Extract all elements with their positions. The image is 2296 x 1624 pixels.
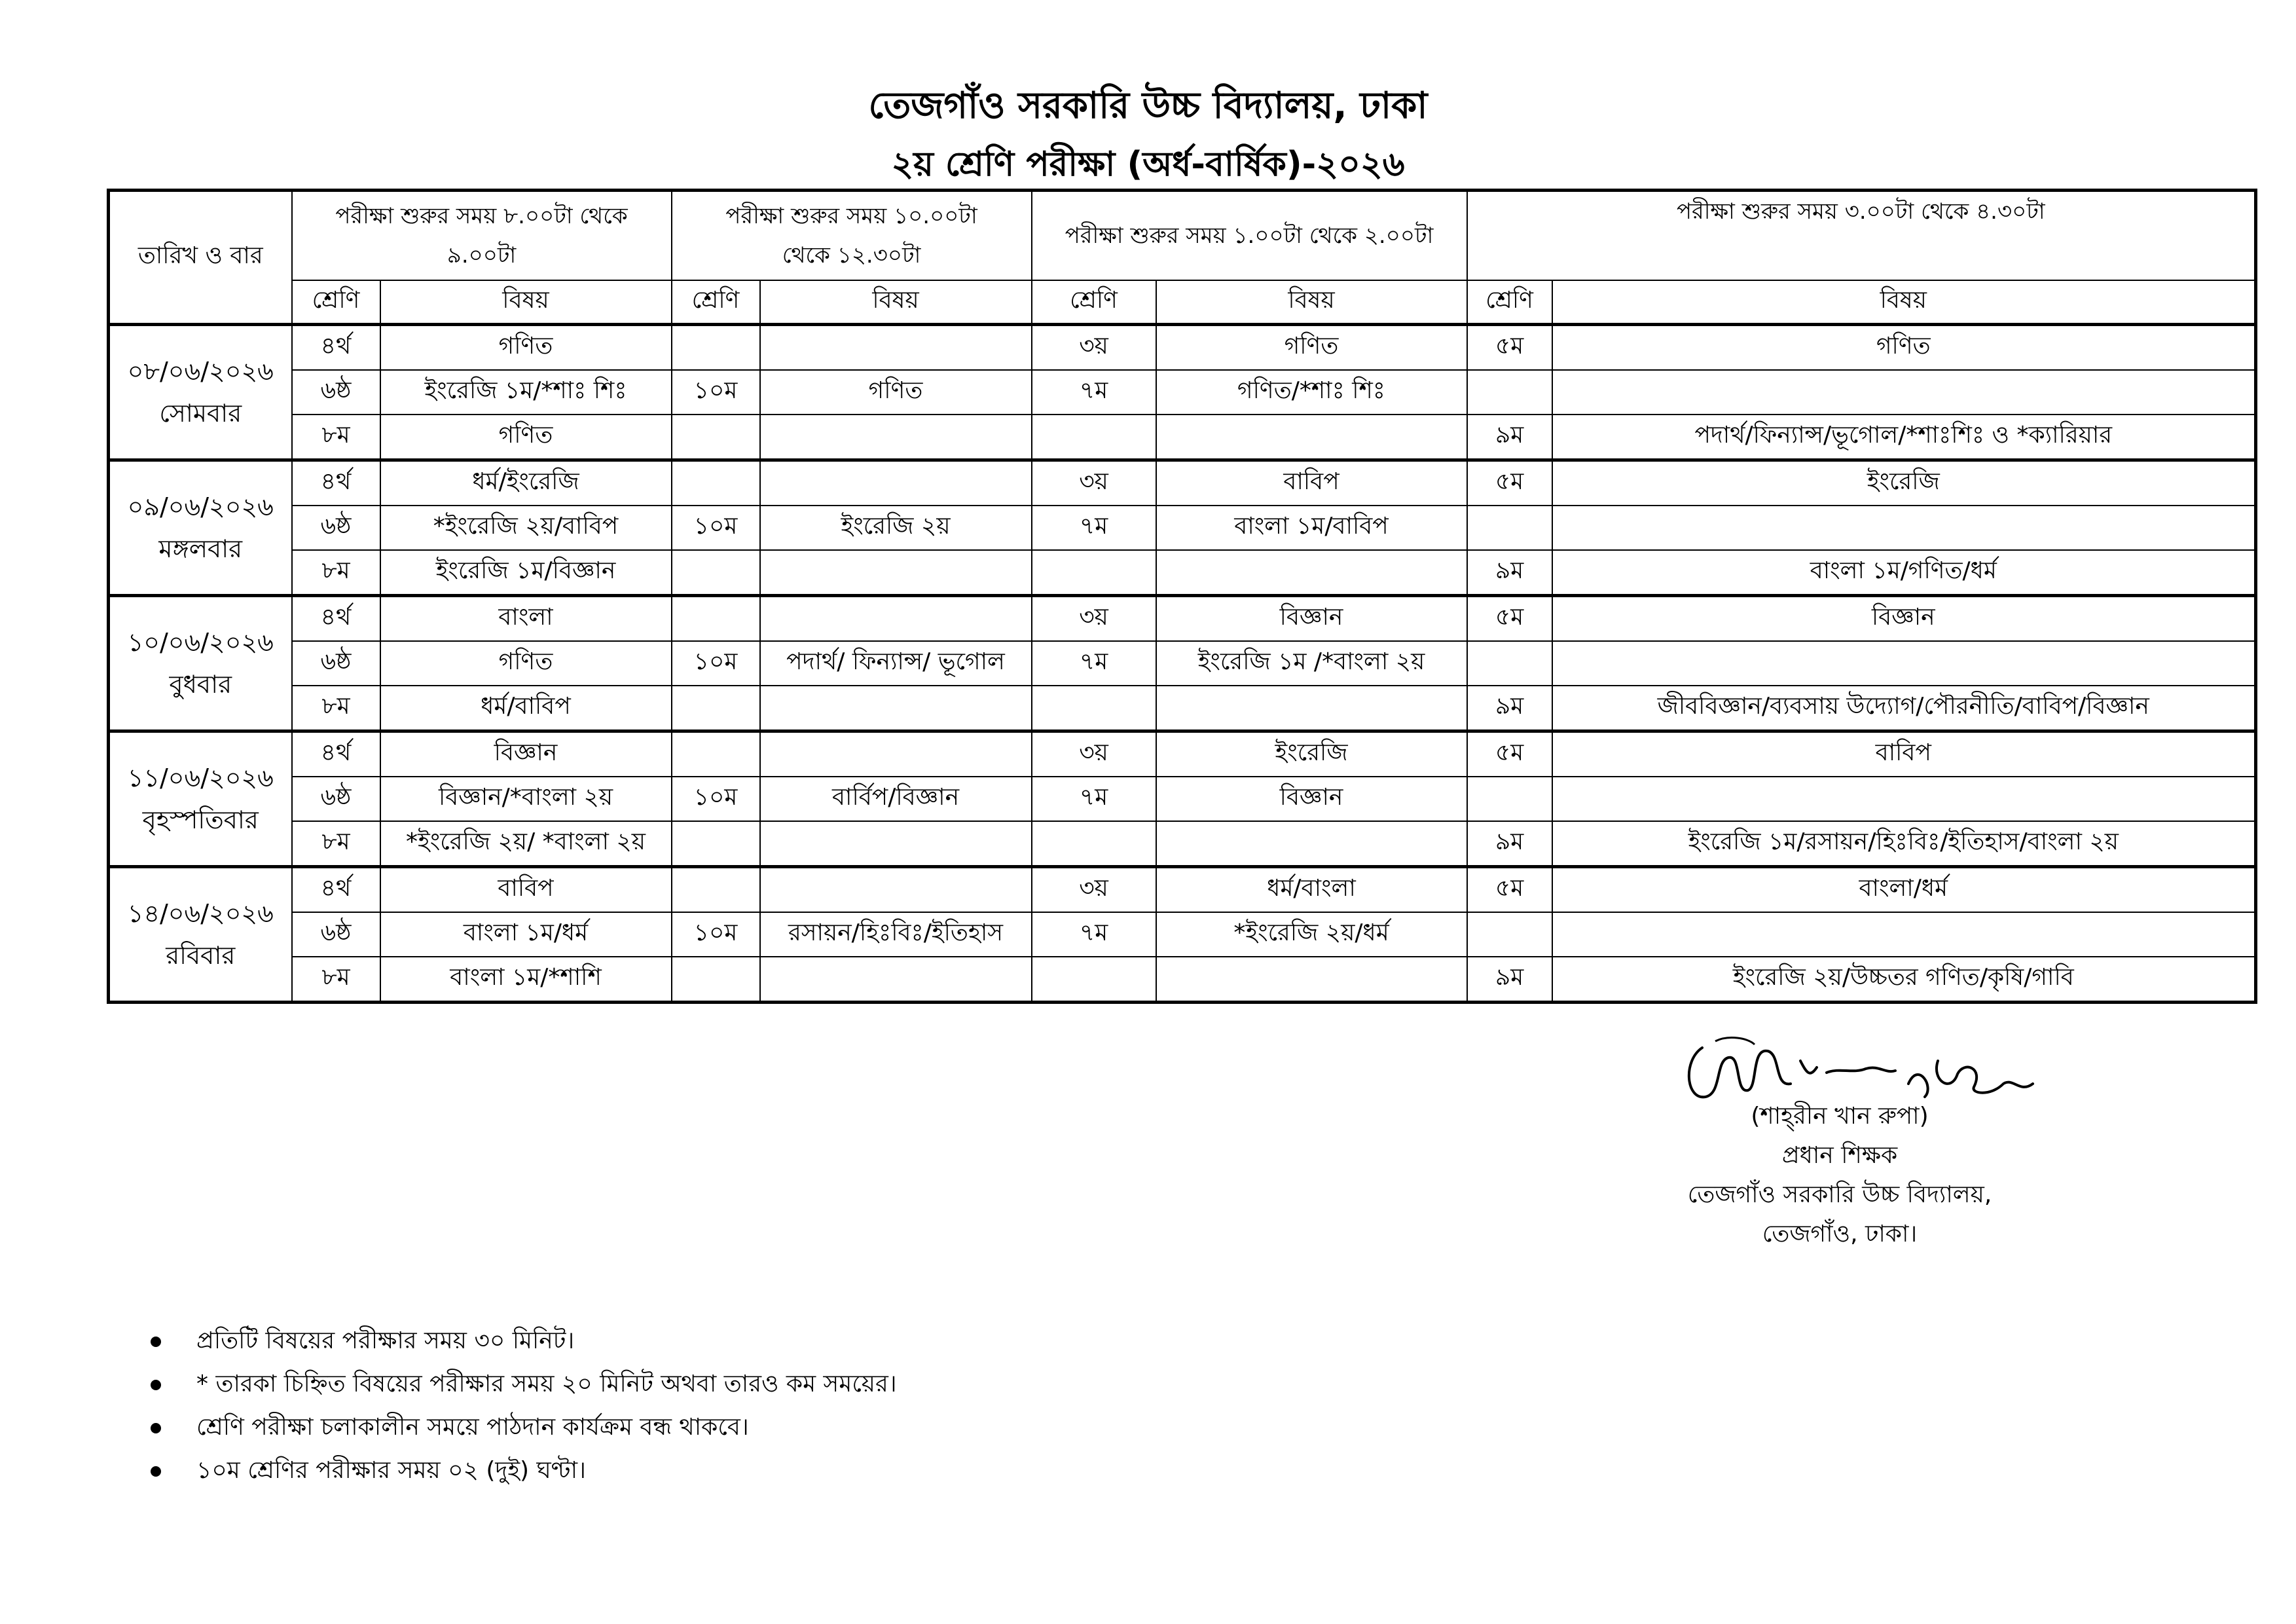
subject-cell: ধর্ম/বাবিপ <box>380 686 672 731</box>
class-cell: ৯ম <box>1467 686 1552 731</box>
class-cell: ৪র্থ <box>292 325 380 371</box>
exam-date: ০৯/০৬/২০২৬ <box>127 492 274 521</box>
subject-cell <box>760 415 1032 460</box>
class-cell <box>672 731 760 777</box>
subject-cell: বিজ্ঞান/*বাংলা ২য় <box>380 777 672 821</box>
bullet-icon <box>151 1423 161 1433</box>
subject-cell <box>1552 506 2256 550</box>
class-cell <box>672 460 760 506</box>
class-cell: ৬ষ্ঠ <box>292 912 380 957</box>
signatory-institution: তেজগাঁও সরকারি উচ্চ বিদ্যালয়, <box>1687 1181 1992 1208</box>
subject-cell <box>1156 550 1467 596</box>
class-cell: ৭ম <box>1032 912 1156 957</box>
subject-cell: বিজ্ঞান <box>1156 596 1467 642</box>
class-cell <box>1032 415 1156 460</box>
class-cell: ৫ম <box>1467 731 1552 777</box>
exam-day: বৃহস্পতিবার <box>142 805 259 834</box>
note-item <box>151 1449 897 1492</box>
exam-date: ১০/০৬/২০২৬ <box>127 628 274 657</box>
class-cell: ৬ষ্ঠ <box>292 641 380 686</box>
subject-cell <box>760 867 1032 913</box>
class-cell <box>672 957 760 1003</box>
class-cell <box>672 415 760 460</box>
class-cell: ৫ম <box>1467 596 1552 642</box>
class-cell: ৬ষ্ঠ <box>292 506 380 550</box>
routine-body <box>109 325 2256 1003</box>
bullet-icon <box>151 1337 161 1347</box>
subject-cell: বিজ্ঞান <box>1552 596 2256 642</box>
class-cell <box>1032 686 1156 731</box>
signatory-address: তেজগাঁও, ঢাকা। <box>1762 1221 1918 1247</box>
note-text: শ্রেণি পরীক্ষা চলাকালীন সময়ে পাঠদান কার্যক্রম বন্ধ থাকবে। <box>196 1414 749 1441</box>
class-cell <box>1467 641 1552 686</box>
class-cell: ১০ম <box>672 506 760 550</box>
exam-date: ১১/০৬/২০২৬ <box>127 764 274 792</box>
class-cell: ৪র্থ <box>292 867 380 913</box>
subject-cell: গণিত <box>1552 325 2256 371</box>
note-item <box>151 1363 897 1406</box>
date-column-header: তারিখ ও বার <box>109 191 292 325</box>
subject-cell <box>1552 777 2256 821</box>
class-cell: ৫ম <box>1467 325 1552 371</box>
exam-date: ০৮/০৬/২০২৬ <box>127 357 274 386</box>
subject-cell: বার্বিপ/বিজ্ঞান <box>760 777 1032 821</box>
table-row <box>109 460 2256 506</box>
school-title: তেজগাঁও সরকারি উচ্চ বিদ্যালয়, ঢাকা <box>868 84 1428 127</box>
note-text: ১০ম শ্রেণির পরীক্ষার সময় ০২ (দুই) ঘণ্টা। <box>196 1457 586 1484</box>
class-cell: ৩য় <box>1032 325 1156 371</box>
class-cell: ৭ম <box>1032 506 1156 550</box>
table-row <box>109 821 2256 867</box>
subject-cell <box>760 686 1032 731</box>
subject-cell: গণিত <box>1156 325 1467 371</box>
note-text: * তারকা চিহ্নিত বিষয়ের পরীক্ষার সময় ২০ মিনিট অথবা তারও কম সময়ের। <box>196 1371 897 1397</box>
class-cell <box>672 550 760 596</box>
slot-time-label: পরীক্ষা শুরুর সময় ৩.০০টা থেকে ৪.৩০টা <box>1676 198 2045 225</box>
class-cell: ৪র্থ <box>292 460 380 506</box>
exam-date: ১৪/০৬/২০২৬ <box>127 899 274 928</box>
subject-column-header: বিষয় <box>1156 280 1467 325</box>
date-cell <box>109 731 292 867</box>
subject-cell: ইংরেজি ২য়/উচ্চতর গণিত/কৃষি/গাবি <box>1552 957 2256 1003</box>
class-cell: ৩য় <box>1032 867 1156 913</box>
subject-cell <box>760 325 1032 371</box>
subject-cell <box>1552 641 2256 686</box>
class-cell <box>1467 370 1552 415</box>
slot-header <box>292 191 672 281</box>
class-cell: ৩য় <box>1032 596 1156 642</box>
class-cell: ৬ষ্ঠ <box>292 370 380 415</box>
slot-header <box>1032 191 1467 281</box>
table-row <box>109 370 2256 415</box>
subject-cell: ইংরেজি <box>1156 731 1467 777</box>
class-column-header: শ্রেণি <box>1032 280 1156 325</box>
subject-cell: পদার্থ/ফিন্যান্স/ভূগোল/*শাঃশিঃ ও *ক্যারিয়ার <box>1552 415 2256 460</box>
exam-day: বুধবার <box>169 670 232 699</box>
class-column-header: শ্রেণি <box>1467 280 1552 325</box>
subject-cell <box>1156 821 1467 867</box>
class-cell: ৯ম <box>1467 957 1552 1003</box>
subject-cell: *ইংরেজি ২য়/বাবিপ <box>380 506 672 550</box>
subject-cell <box>760 460 1032 506</box>
subject-cell: ইংরেজি ১ম/*শাঃ শিঃ <box>380 370 672 415</box>
subject-cell: ইংরেজি ২য় <box>760 506 1032 550</box>
class-cell <box>672 867 760 913</box>
exam-day: মঙ্গলবার <box>158 534 243 563</box>
class-cell: ৩য় <box>1032 460 1156 506</box>
class-cell: ৮ম <box>292 686 380 731</box>
bullet-icon <box>151 1466 161 1477</box>
subject-cell: গণিত <box>380 415 672 460</box>
subject-cell: বাংলা ১ম/বাবিপ <box>1156 506 1467 550</box>
bullet-icon <box>151 1380 161 1390</box>
class-cell <box>672 325 760 371</box>
table-row <box>109 686 2256 731</box>
signature-block <box>1545 1097 2134 1254</box>
slot-time-label: পরীক্ষা শুরুর সময় ৮.০০টা থেকে ৯.০০টা <box>335 203 628 268</box>
subject-cell: *ইংরেজি ২য়/ধর্ম <box>1156 912 1467 957</box>
class-cell <box>1467 912 1552 957</box>
subject-cell: ইংরেজি ১ম/রসায়ন/হিঃবিঃ/ইতিহাস/বাংলা ২য় <box>1552 821 2256 867</box>
class-cell: ৮ম <box>292 957 380 1003</box>
slot-header-row <box>109 191 2256 281</box>
subject-cell: ইংরেজি <box>1552 460 2256 506</box>
slot-header <box>1467 191 2256 281</box>
class-cell <box>672 686 760 731</box>
subject-column-header: বিষয় <box>760 280 1032 325</box>
table-row <box>109 506 2256 550</box>
subject-cell: গণিত <box>380 325 672 371</box>
table-row <box>109 596 2256 642</box>
subject-cell: পদার্থ/ ফিন্যান্স/ ভূগোল <box>760 641 1032 686</box>
class-cell <box>672 596 760 642</box>
class-cell <box>1032 821 1156 867</box>
class-cell: ৭ম <box>1032 641 1156 686</box>
subject-cell: বাংলা ১ম/গণিত/ধর্ম <box>1552 550 2256 596</box>
subject-cell: ইংরেজি ১ম /*বাংলা ২য় <box>1156 641 1467 686</box>
slot-time-label: পরীক্ষা শুরুর সময় ১.০০টা থেকে ২.০০টা <box>1065 223 1434 249</box>
slot-header <box>672 191 1032 281</box>
table-row <box>109 957 2256 1003</box>
note-item <box>151 1320 897 1363</box>
class-cell: ৪র্থ <box>292 596 380 642</box>
class-cell: ৫ম <box>1467 460 1552 506</box>
class-cell <box>1032 550 1156 596</box>
subject-cell: গণিত <box>760 370 1032 415</box>
subject-cell <box>760 731 1032 777</box>
subject-cell <box>1156 415 1467 460</box>
date-cell <box>109 460 292 596</box>
class-cell: ১০ম <box>672 641 760 686</box>
subject-cell: বিজ্ঞান <box>380 731 672 777</box>
exam-day: সোমবার <box>159 399 242 428</box>
subject-cell: বাবিপ <box>1156 460 1467 506</box>
class-cell: ৮ম <box>292 550 380 596</box>
date-cell <box>109 596 292 731</box>
subject-cell <box>760 596 1032 642</box>
class-cell <box>1467 777 1552 821</box>
note-item <box>151 1406 897 1449</box>
date-cell <box>109 325 292 460</box>
subject-cell: বাংলা/ধর্ম <box>1552 867 2256 913</box>
exam-day: রবিবার <box>166 941 236 970</box>
table-row <box>109 641 2256 686</box>
subject-cell <box>1552 370 2256 415</box>
class-cell: ৭ম <box>1032 777 1156 821</box>
subject-cell: জীববিজ্ঞান/ব্যবসায় উদ্যোগ/পৌরনীতি/বাবিপ/বিজ্ঞান <box>1552 686 2256 731</box>
exam-routine-table <box>107 189 2257 1004</box>
note-text: প্রতিটি বিষয়ের পরীক্ষার সময় ৩০ মিনিট। <box>196 1327 575 1354</box>
table-row <box>109 777 2256 821</box>
notes-list <box>151 1320 897 1492</box>
class-cell: ৫ম <box>1467 867 1552 913</box>
class-cell <box>1032 957 1156 1003</box>
class-cell: ৭ম <box>1032 370 1156 415</box>
subject-column-header: বিষয় <box>380 280 672 325</box>
subject-cell: গণিত/*শাঃ শিঃ <box>1156 370 1467 415</box>
class-cell: ১০ম <box>672 370 760 415</box>
subject-column-header: বিষয় <box>1552 280 2256 325</box>
class-cell <box>1467 506 1552 550</box>
class-cell: ৮ম <box>292 821 380 867</box>
subject-cell: রসায়ন/হিঃবিঃ/ইতিহাস <box>760 912 1032 957</box>
subject-cell: ধর্ম/বাংলা <box>1156 867 1467 913</box>
class-cell: ৯ম <box>1467 821 1552 867</box>
subject-cell: গণিত <box>380 641 672 686</box>
class-column-header: শ্রেণি <box>672 280 760 325</box>
column-header-row <box>109 280 2256 325</box>
subject-cell: বিজ্ঞান <box>1156 777 1467 821</box>
class-cell: ৪র্থ <box>292 731 380 777</box>
subject-cell: ধর্ম/ইংরেজি <box>380 460 672 506</box>
table-row <box>109 550 2256 596</box>
signatory-designation: প্রধান শিক্ষক <box>1781 1142 1898 1169</box>
class-cell: ১০ম <box>672 912 760 957</box>
exam-title: ২য় শ্রেণি পরীক্ষা (অর্ধ-বার্ষিক)-২০২৬ <box>891 145 1405 184</box>
slot-time-label: পরীক্ষা শুরুর সময় ১০.০০টা থেকে ১২.৩০টা <box>725 203 977 268</box>
subject-cell: বাবিপ <box>380 867 672 913</box>
subject-cell: *ইংরেজি ২য়/ *বাংলা ২য় <box>380 821 672 867</box>
class-cell: ১০ম <box>672 777 760 821</box>
subject-cell <box>760 821 1032 867</box>
date-cell <box>109 867 292 1003</box>
subject-cell <box>760 550 1032 596</box>
class-cell: ৬ষ্ঠ <box>292 777 380 821</box>
table-row <box>109 415 2256 460</box>
class-cell: ৯ম <box>1467 415 1552 460</box>
class-cell <box>672 821 760 867</box>
subject-cell <box>760 957 1032 1003</box>
subject-cell <box>1156 686 1467 731</box>
table-row <box>109 867 2256 913</box>
class-cell: ৩য় <box>1032 731 1156 777</box>
signatory-name: (শাহ্‌রীন খান রুপা) <box>1751 1103 1929 1130</box>
class-cell: ৮ম <box>292 415 380 460</box>
subject-cell: ইংরেজি ১ম/বিজ্ঞান <box>380 550 672 596</box>
subject-cell: বাংলা <box>380 596 672 642</box>
subject-cell <box>1156 957 1467 1003</box>
table-row <box>109 912 2256 957</box>
class-column-header: শ্রেণি <box>292 280 380 325</box>
subject-cell: বাবিপ <box>1552 731 2256 777</box>
subject-cell <box>1552 912 2256 957</box>
table-row <box>109 325 2256 371</box>
subject-cell: বাংলা ১ম/*শাশি <box>380 957 672 1003</box>
table-row <box>109 731 2256 777</box>
class-cell: ৯ম <box>1467 550 1552 596</box>
subject-cell: বাংলা ১ম/ধর্ম <box>380 912 672 957</box>
